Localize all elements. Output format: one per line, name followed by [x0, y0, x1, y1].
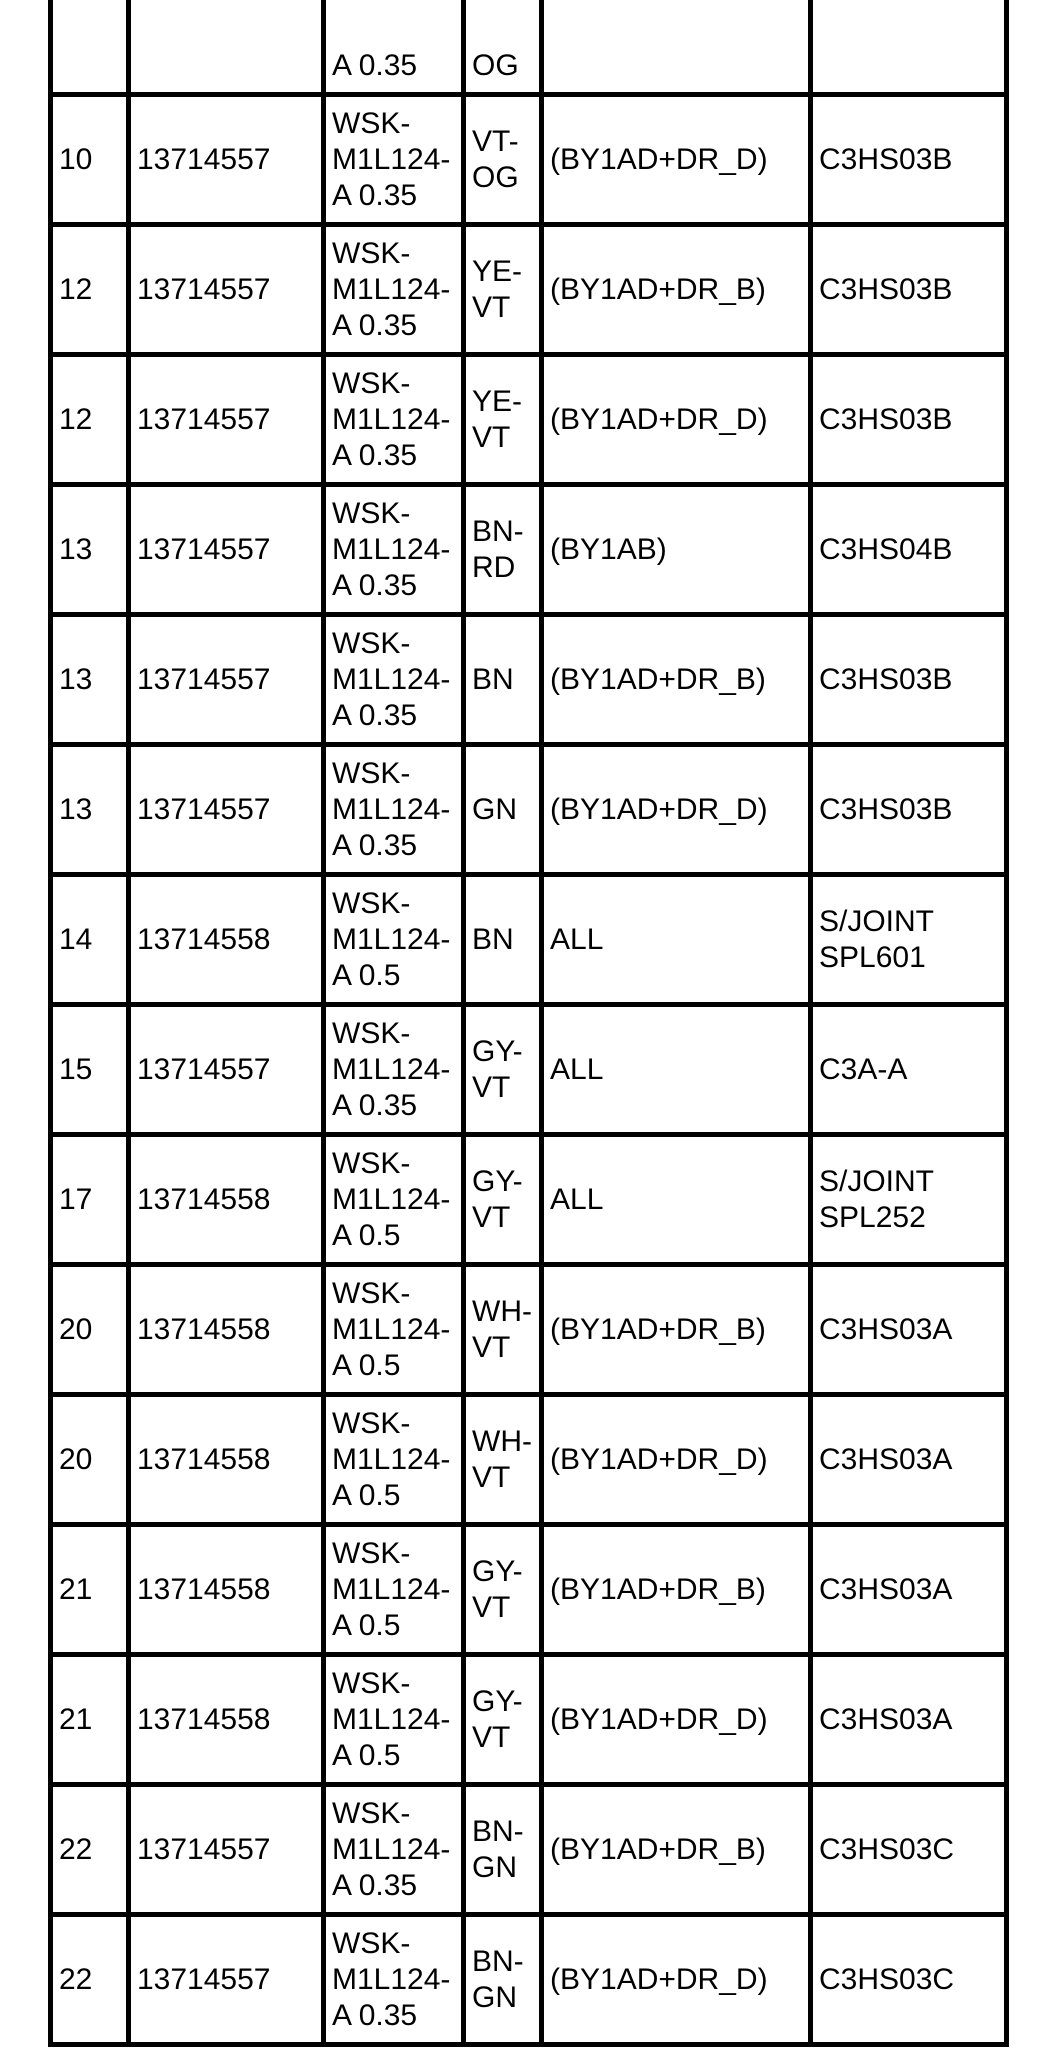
cell-destination: C3HS03A [811, 1525, 1007, 1655]
table-row [51, 355, 1007, 485]
cell-wsk: WSK- M1L124- A 0.5 [324, 1395, 464, 1525]
cell-ref: 12 [51, 355, 129, 485]
cell-destination: S/JOINT SPL252 [811, 1135, 1007, 1265]
cell-part-number: 13714557 [129, 745, 324, 875]
cell-variant: (BY1AD+DR_B) [542, 615, 811, 745]
cell-part-number: 13714557 [129, 1785, 324, 1915]
cell-color: GY- VT [464, 1135, 542, 1265]
cell-wsk: WSK- M1L124- A 0.35 [324, 1005, 464, 1135]
cell-destination: C3A-A [811, 1005, 1007, 1135]
cell-variant: (BY1AD+DR_D) [542, 355, 811, 485]
cell-part-number: 13714557 [129, 225, 324, 355]
cell-ref: 21 [51, 1525, 129, 1655]
cell-wsk: WSK- M1L124- A 0.35 [324, 615, 464, 745]
cell-part-number: 13714558 [129, 875, 324, 1005]
cell-part-number: 13714557 [129, 1005, 324, 1135]
cell-variant: (BY1AD+DR_B) [542, 1265, 811, 1395]
cell-variant: (BY1AD+DR_B) [542, 1785, 811, 1915]
cell-variant: (BY1AB) [542, 485, 811, 615]
table-row [51, 485, 1007, 615]
cell-color: GY- VT [464, 1525, 542, 1655]
cell-color: VT- OG [464, 95, 542, 225]
cell-ref: 14 [51, 875, 129, 1005]
cell-destination: S/JOINT SPL601 [811, 875, 1007, 1005]
cell-variant: ALL [542, 875, 811, 1005]
table-row [51, 95, 1007, 225]
cell-part-number: 13714558 [129, 1525, 324, 1655]
table-row [51, 1785, 1007, 1915]
cell-variant: (BY1AD+DR_D) [542, 95, 811, 225]
cell-part-number: 13714558 [129, 1655, 324, 1785]
cell-part-number: 13714558 [129, 1395, 324, 1525]
cell-color: GY- VT [464, 1005, 542, 1135]
cell-ref: 20 [51, 1395, 129, 1525]
cell-color: GN [464, 745, 542, 875]
cell-destination: C3HS03A [811, 1265, 1007, 1395]
cell-color: BN [464, 615, 542, 745]
cell-destination: C3HS03A [811, 1655, 1007, 1785]
cell-ref: 10 [51, 95, 129, 225]
cell-wsk: WSK- M1L124- A 0.35 [324, 355, 464, 485]
cell-ref: 13 [51, 745, 129, 875]
cell-variant: (BY1AD+DR_B) [542, 1525, 811, 1655]
cell-color: OG [464, 0, 542, 95]
cell-destination: C3HS03B [811, 355, 1007, 485]
cell-wsk: WSK- M1L124- A 0.35 [324, 1915, 464, 2045]
cell-part-number: 13714557 [129, 355, 324, 485]
cell-wsk: WSK- M1L124- A 0.35 [324, 95, 464, 225]
cell-color: GY- VT [464, 1655, 542, 1785]
cell-variant [542, 0, 811, 95]
cell-part-number: 13714557 [129, 615, 324, 745]
cell-ref: 22 [51, 1785, 129, 1915]
cell-destination: C3HS04B [811, 485, 1007, 615]
cell-part-number: 13714557 [129, 95, 324, 225]
cell-color: BN- GN [464, 1915, 542, 2045]
cell-color: WH- VT [464, 1395, 542, 1525]
cell-variant: (BY1AD+DR_D) [542, 1395, 811, 1525]
cell-wsk: WSK- M1L124- A 0.5 [324, 875, 464, 1005]
table-row [51, 875, 1007, 1005]
cell-destination: C3HS03A [811, 1395, 1007, 1525]
cell-variant: ALL [542, 1135, 811, 1265]
cell-ref: 13 [51, 615, 129, 745]
table-row [51, 1655, 1007, 1785]
table-row-partial [51, 0, 1007, 95]
cell-destination: C3HS03C [811, 1785, 1007, 1915]
table-row [51, 1525, 1007, 1655]
cell-wsk: WSK- M1L124- A 0.35 [324, 225, 464, 355]
cell-wsk: WSK- M1L124- A 0.35 [324, 485, 464, 615]
table-row [51, 1135, 1007, 1265]
cell-variant: (BY1AD+DR_B) [542, 225, 811, 355]
cell-color: BN- RD [464, 485, 542, 615]
cell-destination: C3HS03B [811, 225, 1007, 355]
cell-wsk: WSK- M1L124- A 0.5 [324, 1655, 464, 1785]
cell-destination: C3HS03C [811, 1915, 1007, 2045]
cell-wsk: WSK- M1L124- A 0.35 [324, 745, 464, 875]
cell-ref [51, 0, 129, 95]
cell-part-number: 13714558 [129, 1135, 324, 1265]
table-row [51, 1265, 1007, 1395]
wiring-table [48, 0, 1009, 2047]
cell-ref: 21 [51, 1655, 129, 1785]
cell-ref: 20 [51, 1265, 129, 1395]
cell-wsk: WSK- M1L124- A 0.5 [324, 1265, 464, 1395]
cell-destination: C3HS03B [811, 615, 1007, 745]
cell-variant: (BY1AD+DR_D) [542, 1915, 811, 2045]
table-row [51, 1915, 1007, 2045]
cell-ref: 15 [51, 1005, 129, 1135]
cell-wsk: WSK- M1L124- A 0.5 [324, 1525, 464, 1655]
cell-variant: ALL [542, 1005, 811, 1135]
table-row [51, 615, 1007, 745]
cell-wsk: WSK- M1L124- A 0.35 [324, 1785, 464, 1915]
cell-part-number: 13714557 [129, 1915, 324, 2045]
table-row [51, 1005, 1007, 1135]
cell-wsk: A 0.35 [324, 0, 464, 95]
wiring-table-body [51, 0, 1007, 2045]
cell-color: YE- VT [464, 355, 542, 485]
cell-color: YE- VT [464, 225, 542, 355]
cell-ref: 17 [51, 1135, 129, 1265]
cell-color: WH- VT [464, 1265, 542, 1395]
cell-color: BN [464, 875, 542, 1005]
cell-variant: (BY1AD+DR_D) [542, 1655, 811, 1785]
cell-ref: 13 [51, 485, 129, 615]
wiring-table-page [48, 0, 1004, 2047]
cell-part-number [129, 0, 324, 95]
table-row [51, 225, 1007, 355]
cell-destination: C3HS03B [811, 95, 1007, 225]
cell-color: BN- GN [464, 1785, 542, 1915]
cell-destination [811, 0, 1007, 95]
table-row [51, 1395, 1007, 1525]
table-row [51, 745, 1007, 875]
cell-wsk: WSK- M1L124- A 0.5 [324, 1135, 464, 1265]
cell-part-number: 13714557 [129, 485, 324, 615]
cell-ref: 12 [51, 225, 129, 355]
cell-variant: (BY1AD+DR_D) [542, 745, 811, 875]
cell-part-number: 13714558 [129, 1265, 324, 1395]
cell-destination: C3HS03B [811, 745, 1007, 875]
cell-ref: 22 [51, 1915, 129, 2045]
